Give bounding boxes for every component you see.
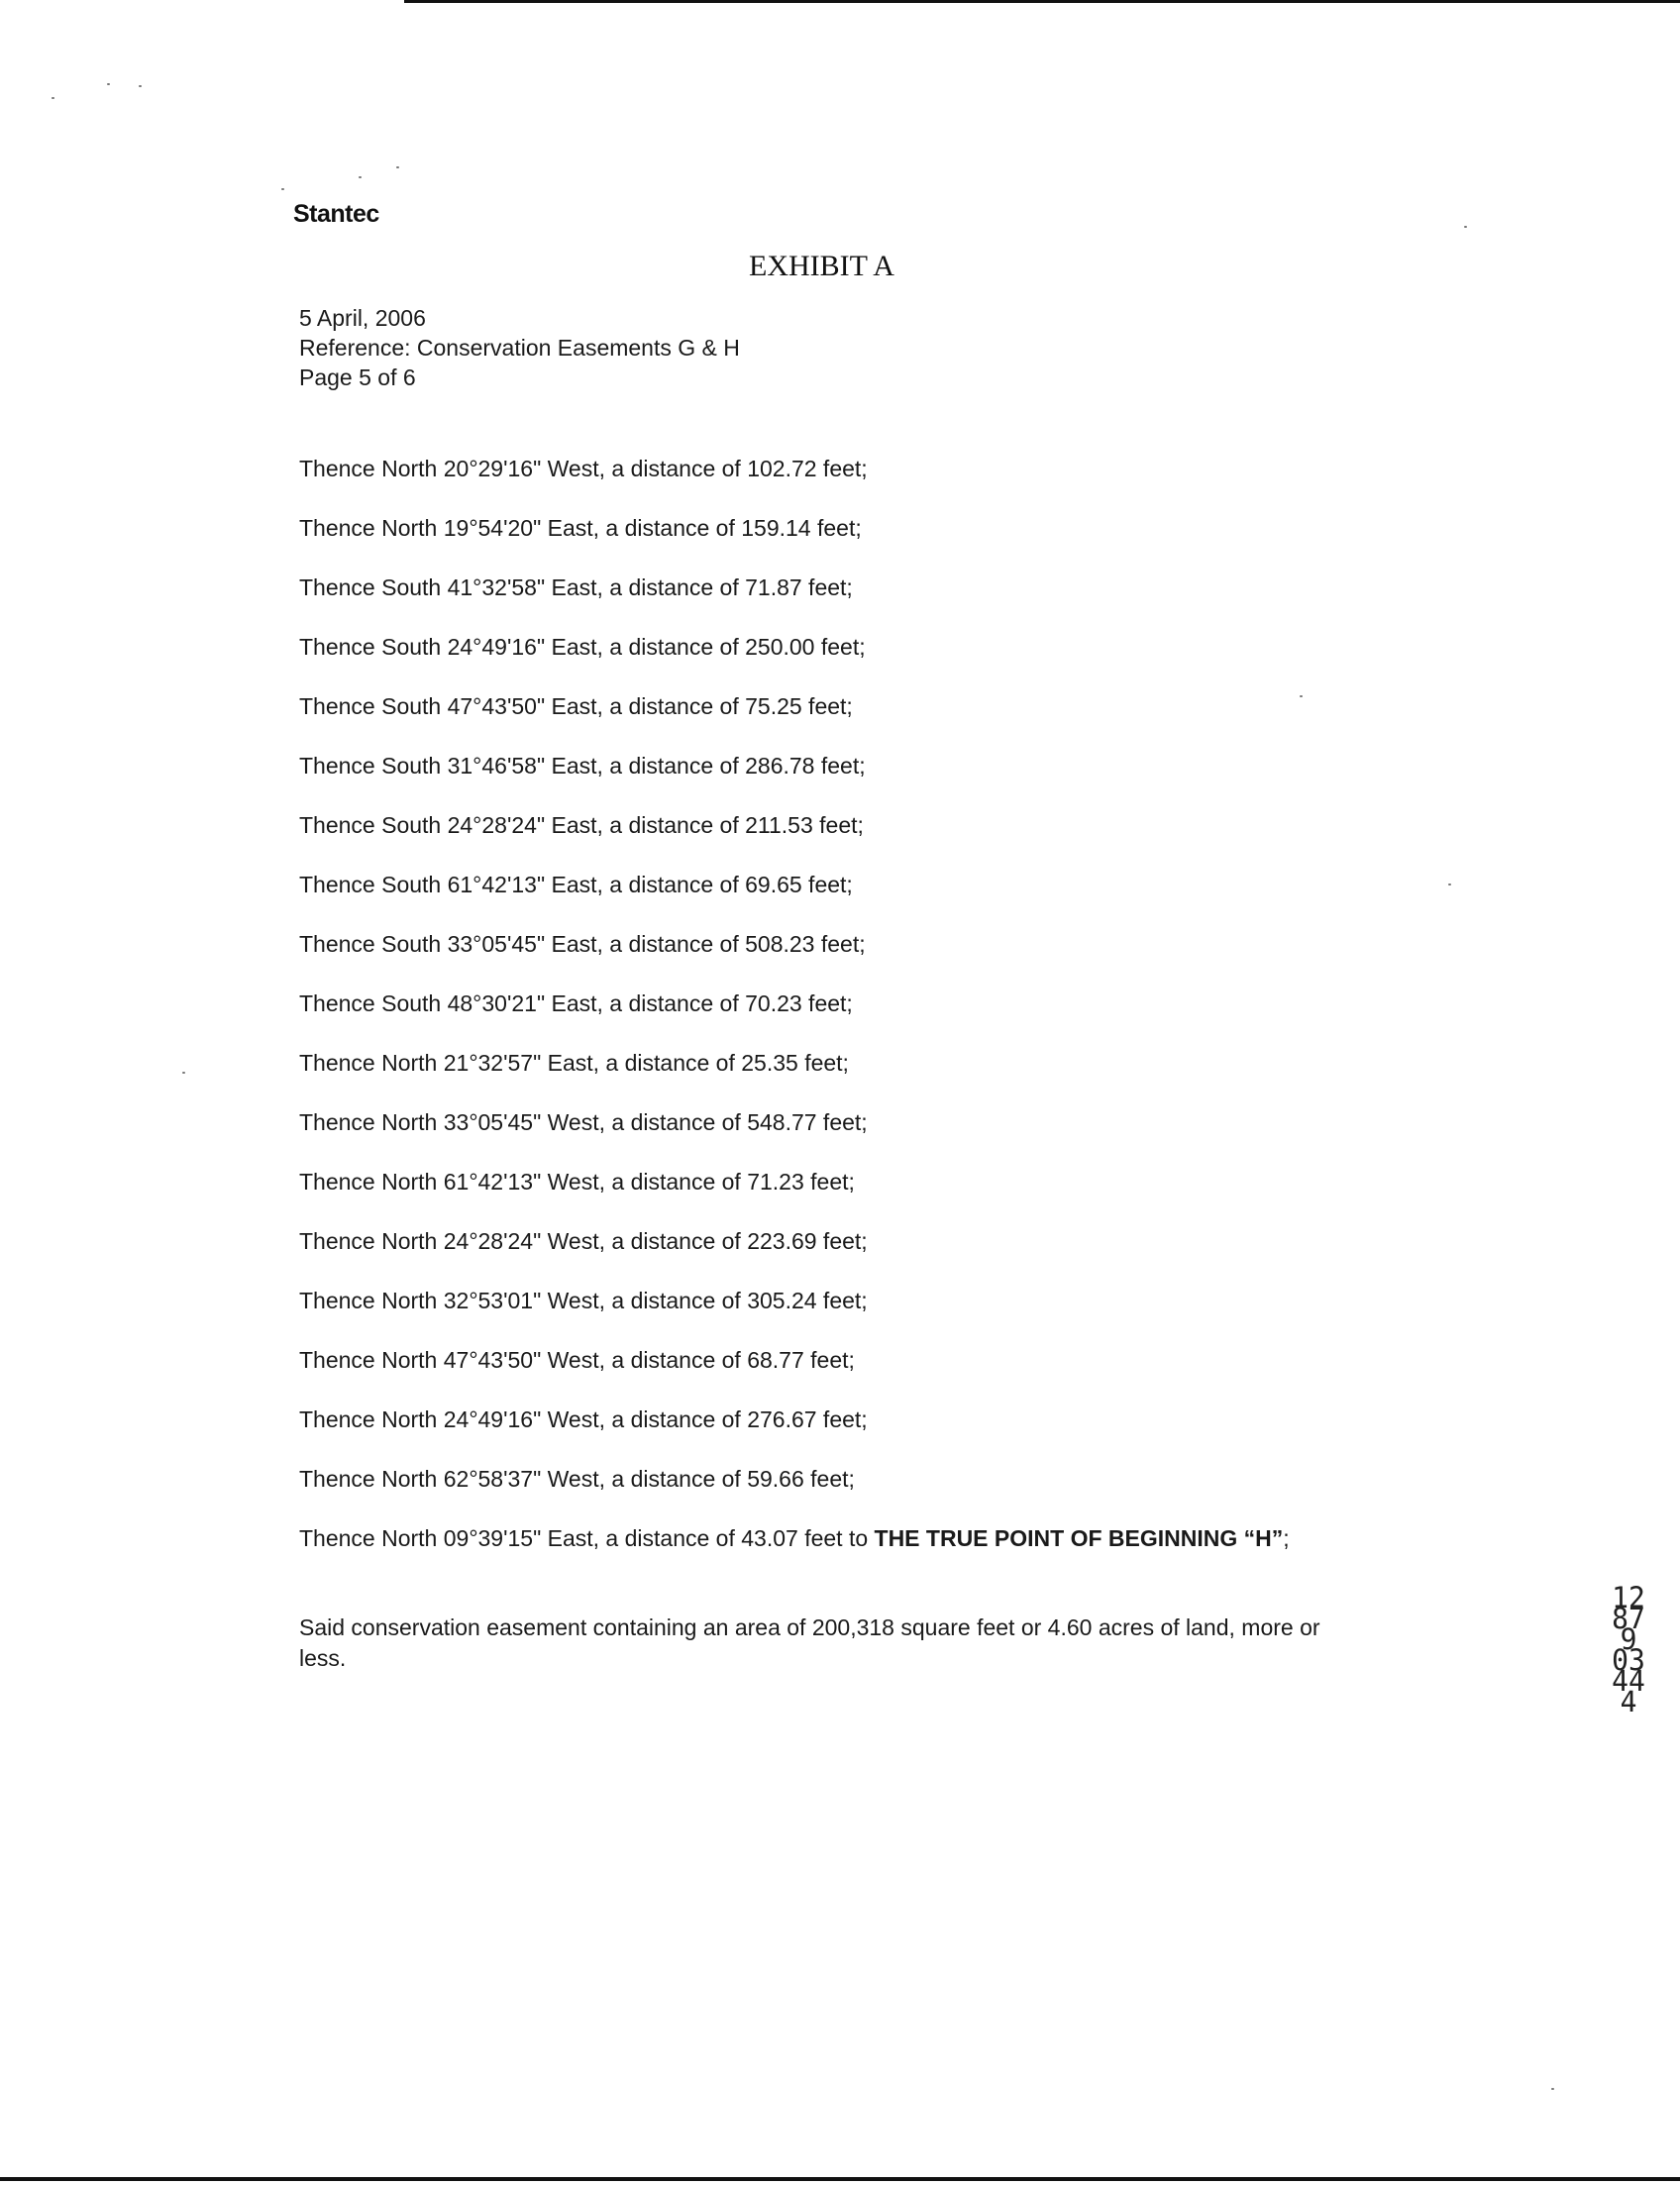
- course-line: Thence North 24°28'24" West, a distance of 223.69 feet;: [299, 1228, 868, 1254]
- scan-speck: [182, 1072, 185, 1074]
- recording-stamp-number: 12879 03444: [1612, 1580, 1645, 1719]
- document-date: 5 April, 2006: [299, 305, 426, 331]
- scan-speck: [359, 176, 362, 178]
- course-line: Thence North 61°42'13" West, a distance of 71.23 feet;: [299, 1169, 855, 1195]
- course-line: Thence South 47°43'50" East, a distance of 75.25 feet;: [299, 693, 853, 719]
- course-line: Thence South 48°30'21" East, a distance of 70.23 feet;: [299, 990, 853, 1016]
- course-line: Thence South 41°32'58" East, a distance of 71.87 feet;: [299, 574, 853, 600]
- true-point-of-beginning: THE TRUE POINT OF BEGINNING “H”: [874, 1525, 1284, 1551]
- document-reference: Reference: Conservation Easements G & H: [299, 335, 740, 361]
- course-line: Thence North 32°53'01" West, a distance of 305.24 feet;: [299, 1288, 868, 1313]
- course-line: Thence North 62°58'37" West, a distance of 59.66 feet;: [299, 1466, 855, 1492]
- course-line: Thence North 19°54'20" East, a distance of 159.14 feet;: [299, 515, 862, 541]
- course-line: Thence South 33°05'45" East, a distance of 508.23 feet;: [299, 931, 866, 957]
- scan-speck: [1551, 2088, 1554, 2090]
- company-logo: Stantec: [293, 200, 379, 228]
- course-line: Thence North 24°49'16" West, a distance of 276.67 feet;: [299, 1406, 868, 1432]
- scan-speck: [1448, 884, 1451, 885]
- closing-course: [299, 1523, 1349, 1553]
- top-border-line: [404, 0, 1680, 3]
- scan-speck: [281, 188, 284, 190]
- closing-punctuation: ;: [1283, 1525, 1290, 1551]
- course-line: Thence South 24°28'24" East, a distance of 211.53 feet;: [299, 812, 864, 838]
- document-header: [299, 303, 740, 392]
- scan-speck: [52, 97, 54, 99]
- bottom-border-line: [0, 2177, 1680, 2181]
- scan-speck: [396, 166, 399, 168]
- page-indicator: Page 5 of 6: [299, 364, 416, 390]
- course-line: Thence South 61°42'13" East, a distance of 69.65 feet;: [299, 872, 853, 897]
- course-line: Thence North 20°29'16" West, a distance of 102.72 feet;: [299, 456, 868, 481]
- closing-course-text: Thence North 09°39'15" East, a distance of 43.07 feet to: [299, 1525, 875, 1551]
- area-statement: Said conservation easement containing an area of 200,318 square feet or 4.60 acres of land, more or less.: [299, 1614, 1320, 1671]
- course-line: Thence North 47°43'50" West, a distance of 68.77 feet;: [299, 1347, 855, 1373]
- scan-speck: [139, 85, 142, 87]
- course-line: Thence South 24°49'16" East, a distance of 250.00 feet;: [299, 634, 866, 660]
- exhibit-title: EXHIBIT A: [749, 250, 894, 282]
- scan-speck: [107, 83, 110, 85]
- boundary-courses-list: [299, 456, 1349, 1525]
- scan-speck: [1464, 226, 1467, 228]
- course-line: Thence North 33°05'45" West, a distance of 548.77 feet;: [299, 1109, 868, 1135]
- course-line: Thence North 21°32'57" East, a distance of 25.35 feet;: [299, 1050, 849, 1076]
- course-line: Thence South 31°46'58" East, a distance of 286.78 feet;: [299, 753, 866, 779]
